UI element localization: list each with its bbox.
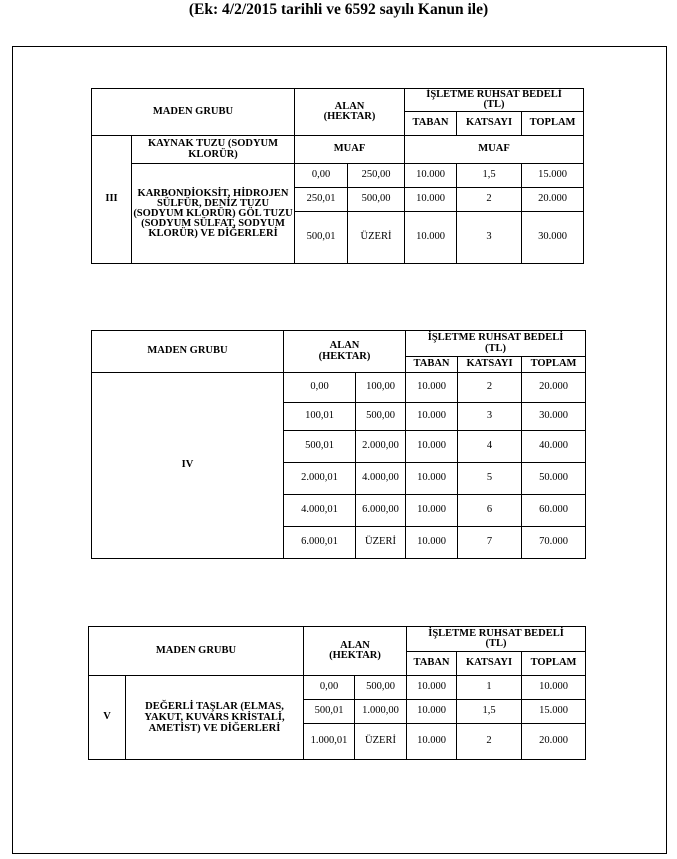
taban-cell: 10.000 xyxy=(407,676,457,700)
header-toplam: TOPLAM xyxy=(522,112,584,136)
katsayi-cell: 6 xyxy=(458,495,522,527)
taban-cell: 10.000 xyxy=(406,373,458,403)
header-katsayi: KATSAYI xyxy=(457,652,522,676)
bedel-muaf: MUAF xyxy=(405,136,584,164)
header-taban: TABAN xyxy=(406,357,458,373)
header-ruhsat-bedeli: İŞLETME RUHSAT BEDELİ (TL) xyxy=(407,627,586,652)
katsayi-cell: 1 xyxy=(457,676,522,700)
header-katsayi: KATSAYI xyxy=(458,357,522,373)
header-toplam: TOPLAM xyxy=(522,357,586,373)
toplam-cell: 60.000 xyxy=(522,495,586,527)
alan-from: 500,01 xyxy=(304,700,355,724)
alan-from: 2.000,01 xyxy=(284,463,356,495)
mineral-cell: DEĞERLİ TAŞLAR (ELMAS, YAKUT, KUVARS KRİSTALİ, AMETİST) VE DİĞERLERİ xyxy=(126,676,304,760)
taban-cell: 10.000 xyxy=(407,700,457,724)
toplam-cell: 20.000 xyxy=(522,724,586,760)
fee-table-group-iii xyxy=(91,88,584,264)
toplam-cell: 30.000 xyxy=(522,212,584,264)
group-label: IV xyxy=(92,373,284,559)
taban-cell: 10.000 xyxy=(406,495,458,527)
header-taban: TABAN xyxy=(407,652,457,676)
header-ruhsat-bedeli: İŞLETME RUHSAT BEDELİ (TL) xyxy=(405,89,584,112)
toplam-cell: 20.000 xyxy=(522,373,586,403)
toplam-cell: 20.000 xyxy=(522,188,584,212)
taban-cell: 10.000 xyxy=(406,527,458,559)
katsayi-cell: 2 xyxy=(457,724,522,760)
alan-to: 6.000,00 xyxy=(356,495,406,527)
alan-from: 0,00 xyxy=(295,164,348,188)
header-maden-grubu: MADEN GRUBU xyxy=(92,89,295,136)
taban-cell: 10.000 xyxy=(406,403,458,431)
taban-cell: 10.000 xyxy=(405,188,457,212)
katsayi-cell: 1,5 xyxy=(457,164,522,188)
alan-from: 0,00 xyxy=(304,676,355,700)
alan-muaf: MUAF xyxy=(295,136,405,164)
alan-to: 250,00 xyxy=(348,164,405,188)
taban-cell: 10.000 xyxy=(406,431,458,463)
fee-table-group-iv xyxy=(91,330,586,559)
katsayi-cell: 1,5 xyxy=(457,700,522,724)
alan-to: 500,00 xyxy=(355,676,407,700)
alan-from: 1.000,01 xyxy=(304,724,355,760)
header-maden-grubu: MADEN GRUBU xyxy=(89,627,304,676)
toplam-cell: 15.000 xyxy=(522,164,584,188)
alan-from: 4.000,01 xyxy=(284,495,356,527)
toplam-cell: 70.000 xyxy=(522,527,586,559)
group-label: V xyxy=(89,676,126,760)
alan-from: 6.000,01 xyxy=(284,527,356,559)
taban-cell: 10.000 xyxy=(405,212,457,264)
katsayi-cell: 3 xyxy=(458,403,522,431)
header-toplam: TOPLAM xyxy=(522,652,586,676)
katsayi-cell: 2 xyxy=(458,373,522,403)
alan-to: 2.000,00 xyxy=(356,431,406,463)
mineral-cell: KAYNAK TUZU (SODYUM KLORÜR) xyxy=(132,136,295,164)
header-alan: ALAN (HEKTAR) xyxy=(304,627,407,676)
toplam-cell: 10.000 xyxy=(522,676,586,700)
toplam-cell: 30.000 xyxy=(522,403,586,431)
alan-to: 1.000,00 xyxy=(355,700,407,724)
alan-to: ÜZERİ xyxy=(348,212,405,264)
katsayi-cell: 3 xyxy=(457,212,522,264)
katsayi-cell: 5 xyxy=(458,463,522,495)
header-alan: ALAN (HEKTAR) xyxy=(295,89,405,136)
toplam-cell: 15.000 xyxy=(522,700,586,724)
header-alan: ALAN (HEKTAR) xyxy=(284,331,406,373)
alan-to: ÜZERİ xyxy=(356,527,406,559)
taban-cell: 10.000 xyxy=(406,463,458,495)
alan-to: ÜZERİ xyxy=(355,724,407,760)
alan-from: 500,01 xyxy=(295,212,348,264)
header-maden-grubu: MADEN GRUBU xyxy=(92,331,284,373)
alan-from: 0,00 xyxy=(284,373,356,403)
taban-cell: 10.000 xyxy=(405,164,457,188)
header-ruhsat-bedeli: İŞLETME RUHSAT BEDELİ (TL) xyxy=(406,331,586,357)
toplam-cell: 50.000 xyxy=(522,463,586,495)
alan-to: 500,00 xyxy=(356,403,406,431)
katsayi-cell: 2 xyxy=(457,188,522,212)
katsayi-cell: 4 xyxy=(458,431,522,463)
group-label: III xyxy=(92,136,132,264)
alan-to: 4.000,00 xyxy=(356,463,406,495)
alan-from: 500,01 xyxy=(284,431,356,463)
katsayi-cell: 7 xyxy=(458,527,522,559)
alan-from: 100,01 xyxy=(284,403,356,431)
header-taban: TABAN xyxy=(405,112,457,136)
toplam-cell: 40.000 xyxy=(522,431,586,463)
taban-cell: 10.000 xyxy=(407,724,457,760)
alan-from: 250,01 xyxy=(295,188,348,212)
document-header: (Ek: 4/2/2015 tarihli ve 6592 sayılı Kanun ile) xyxy=(188,1,489,18)
mineral-cell: KARBONDİOKSİT, HİDROJEN SÜLFÜR, DENİZ TUZU (SODYUM KLORÜR) GÖL TUZU (SODYUM SÜLFAT, SODYUM KLORÜR) VE DİĞERLERİ xyxy=(132,164,295,264)
header-katsayi: KATSAYI xyxy=(457,112,522,136)
fee-table-group-v xyxy=(88,626,586,760)
alan-to: 100,00 xyxy=(356,373,406,403)
alan-to: 500,00 xyxy=(348,188,405,212)
